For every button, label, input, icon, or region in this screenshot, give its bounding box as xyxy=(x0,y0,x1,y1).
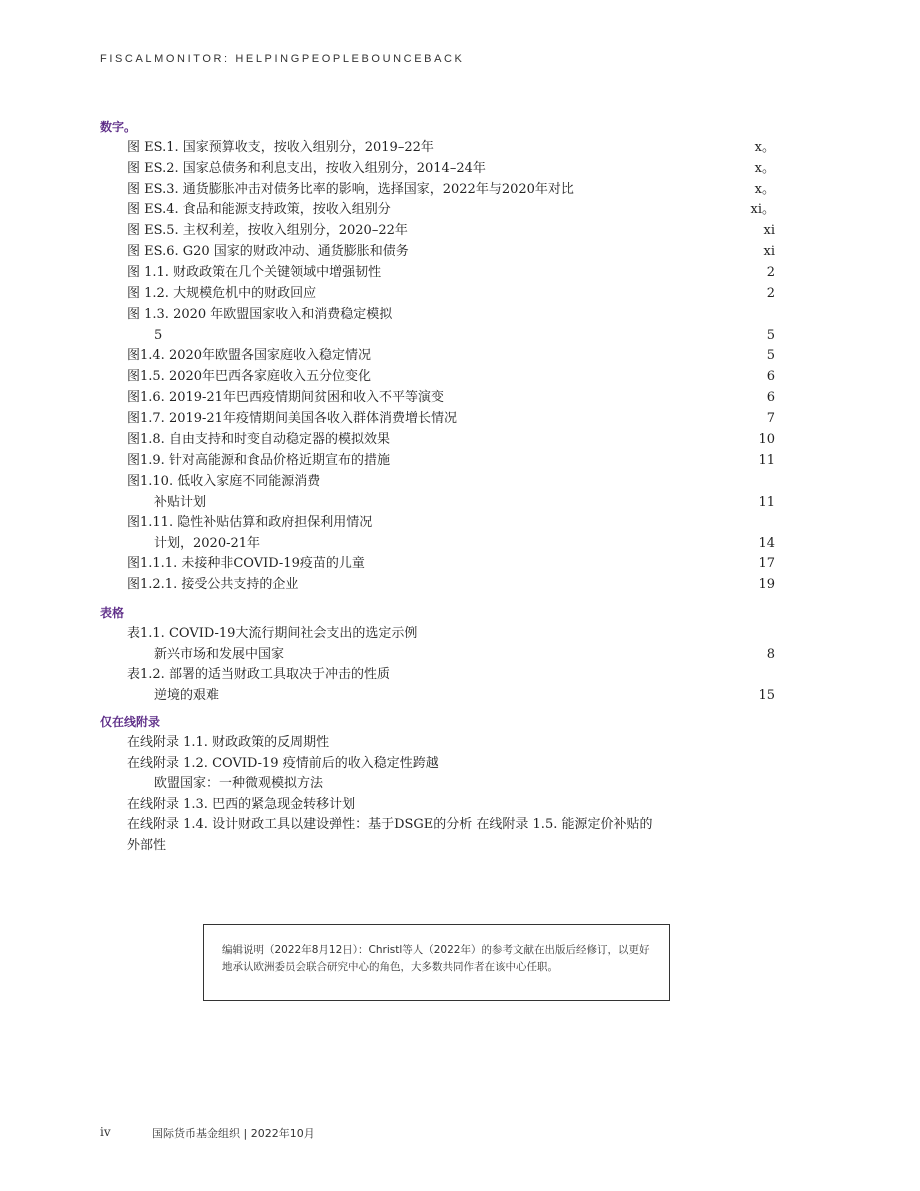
toc-entry-figure-1-2-1[interactable] xyxy=(127,575,775,596)
entry-title: 图 ES.2. 国家总债务和利息支出，按收入组别分，2014–24年 xyxy=(127,161,486,176)
toc-entry-figure-1-6[interactable] xyxy=(127,388,775,409)
entry-page: 11 xyxy=(758,453,775,468)
entry-title: 图1.10. 低收入家庭不同能源消费 xyxy=(127,474,321,489)
entry-title: 表1.2. 部署的适当财政工具取决于冲击的性质 xyxy=(127,667,390,682)
toc-entry-figure-1-4[interactable] xyxy=(127,346,775,367)
online-annex-1-5-continued: 外部性 xyxy=(127,837,167,853)
online-annex-1-1[interactable]: 在线附录 1.1. 财政政策的反周期性 xyxy=(127,735,330,750)
entry-title: 图 ES.1. 国家预算收支，按收入组别分，2019–22年 xyxy=(127,140,434,155)
entry-page: x。 xyxy=(754,140,775,155)
entry-page: 15 xyxy=(758,687,775,703)
tables-heading: 表格 xyxy=(100,606,125,620)
figures-heading: 数字。 xyxy=(100,120,137,134)
toc-entry-figure-es5[interactable] xyxy=(127,221,775,242)
footer-publisher: 国际货币基金组织 | 2022年10月 xyxy=(152,1127,315,1140)
entry-page: x。 xyxy=(754,182,775,197)
toc-entry-figure-1-1-1[interactable] xyxy=(127,554,775,575)
entry-title: 图1.2.1. 接受公共支持的企业 xyxy=(127,577,299,592)
footer-page-number: iv xyxy=(100,1125,111,1139)
entry-page: 11 xyxy=(758,494,775,510)
entry-page: x。 xyxy=(754,161,775,176)
toc-entry-figure-1-5[interactable] xyxy=(127,367,775,388)
online-annex-1-3[interactable]: 在线附录 1.3. 巴西的紧急现金转移计划 xyxy=(127,796,356,812)
toc-entry-figure-1-2[interactable] xyxy=(127,284,775,305)
entry-title: 表1.1. COVID-19大流行期间社会支出的选定示例 xyxy=(127,626,418,641)
entry-title: 图 ES.5. 主权利差，按收入组别分，2020–22年 xyxy=(127,223,408,238)
entry-page: 17 xyxy=(758,556,775,571)
entry-page: 2 xyxy=(766,286,775,301)
toc-entry-figure-1-1[interactable] xyxy=(127,263,775,284)
online-annex-1-2[interactable]: 在线附录 1.2. COVID-19 疫情前后的收入稳定性跨越 xyxy=(127,755,439,771)
toc-entry-figure-1-11[interactable] xyxy=(127,513,775,554)
entry-title: 图1.6. 2019-21年巴西疫情期间贫困和收入不平等演变 xyxy=(127,390,444,405)
entry-title: 图 ES.4. 食品和能源支持政策，按收入组别分 xyxy=(127,202,391,217)
entry-page: xi xyxy=(763,223,775,238)
entry-page: 8 xyxy=(766,646,775,662)
editorial-note-box xyxy=(203,924,670,1001)
editorial-note-text: 编辑说明（2022年8月12日）：Christl等人（2022年）的参考文献在出版后经修订，以更好地承认欧洲委员会联合研究中心的角色，大多数共同作者在该中心任职。 xyxy=(222,944,650,973)
toc-entry-figure-1-3[interactable] xyxy=(127,305,775,346)
toc-entry-figure-1-8[interactable] xyxy=(127,430,775,451)
entry-title: 图 ES.3. 通货膨胀冲击对债务比率的影响，选择国家，2022年与2020年对比 xyxy=(127,182,574,197)
entry-page: 7 xyxy=(766,411,775,426)
online-annex-1-4-1-5[interactable]: 在线附录 1.4. 设计财政工具以建设弹性：基于DSGE的分析 在线附录 1.5. 能源定价补贴的 xyxy=(127,817,653,832)
toc-entry-figure-1-7[interactable] xyxy=(127,409,775,430)
entry-title: 图1.4. 2020年欧盟各国家庭收入稳定情况 xyxy=(127,348,372,363)
toc-entry-figure-es3[interactable] xyxy=(127,180,775,201)
toc-entry-figure-es4[interactable] xyxy=(127,200,775,221)
entry-page: 10 xyxy=(758,432,775,447)
online-annex-heading: 仅在线附录 xyxy=(100,715,161,729)
entry-page: 6 xyxy=(766,369,775,384)
entry-page: 2 xyxy=(766,265,775,280)
entry-title: 图 1.2. 大规模危机中的财政回应 xyxy=(127,286,317,301)
entry-title: 图1.8. 自由支持和时变自动稳定器的模拟效果 xyxy=(127,432,390,447)
entry-page: 14 xyxy=(758,535,775,551)
toc-entry-figure-es1[interactable] xyxy=(127,138,775,159)
entry-page: 5 xyxy=(766,348,775,363)
entry-title-continued: 新兴市场和发展中国家 xyxy=(154,646,285,662)
entry-title: 图1.7. 2019-21年疫情期间美国各收入群体消费增长情况 xyxy=(127,411,457,426)
entry-page: xi。 xyxy=(750,202,775,217)
entry-title: 图 1.1. 财政政策在几个关键领域中增强韧性 xyxy=(127,265,382,280)
toc-entry-table-1-1[interactable] xyxy=(127,624,775,665)
entry-page: 19 xyxy=(758,577,775,592)
online-annex-1-2-continued: 欧盟国家：一种微观模拟方法 xyxy=(154,776,324,791)
entry-title: 图 ES.6. G20 国家的财政冲动、通货膨胀和债务 xyxy=(127,244,409,259)
entry-title-continued: 计划，2020-21年 xyxy=(154,535,261,551)
entry-title: 图 1.3. 2020 年欧盟国家收入和消费稳定模拟 xyxy=(127,307,393,322)
entry-title-continued: 逆境的艰难 xyxy=(154,687,220,703)
entry-page: 6 xyxy=(766,390,775,405)
running-head: FISCALMONITOR: HELPINGPEOPLEBOUNCEBACK xyxy=(100,53,465,65)
toc-entry-figure-es6[interactable] xyxy=(127,242,775,263)
toc-entry-table-1-2[interactable] xyxy=(127,665,775,706)
entry-page: 5 xyxy=(766,327,775,343)
entry-title: 图1.11. 隐性补贴估算和政府担保利用情况 xyxy=(127,515,373,530)
entry-page: xi xyxy=(763,244,775,259)
toc-entry-figure-es2[interactable] xyxy=(127,159,775,180)
toc-entry-figure-1-9[interactable] xyxy=(127,451,775,472)
entry-title: 图1.1.1. 未接种非COVID-19疫苗的儿童 xyxy=(127,556,365,571)
entry-title-continued: 5 xyxy=(154,327,163,343)
entry-title-continued: 补贴计划 xyxy=(154,494,207,510)
toc-entry-figure-1-10[interactable] xyxy=(127,472,775,513)
entry-title: 图1.5. 2020年巴西各家庭收入五分位变化 xyxy=(127,369,372,384)
online-annex-list xyxy=(127,733,687,856)
entry-title: 图1.9. 针对高能源和食品价格近期宣布的措施 xyxy=(127,453,390,468)
